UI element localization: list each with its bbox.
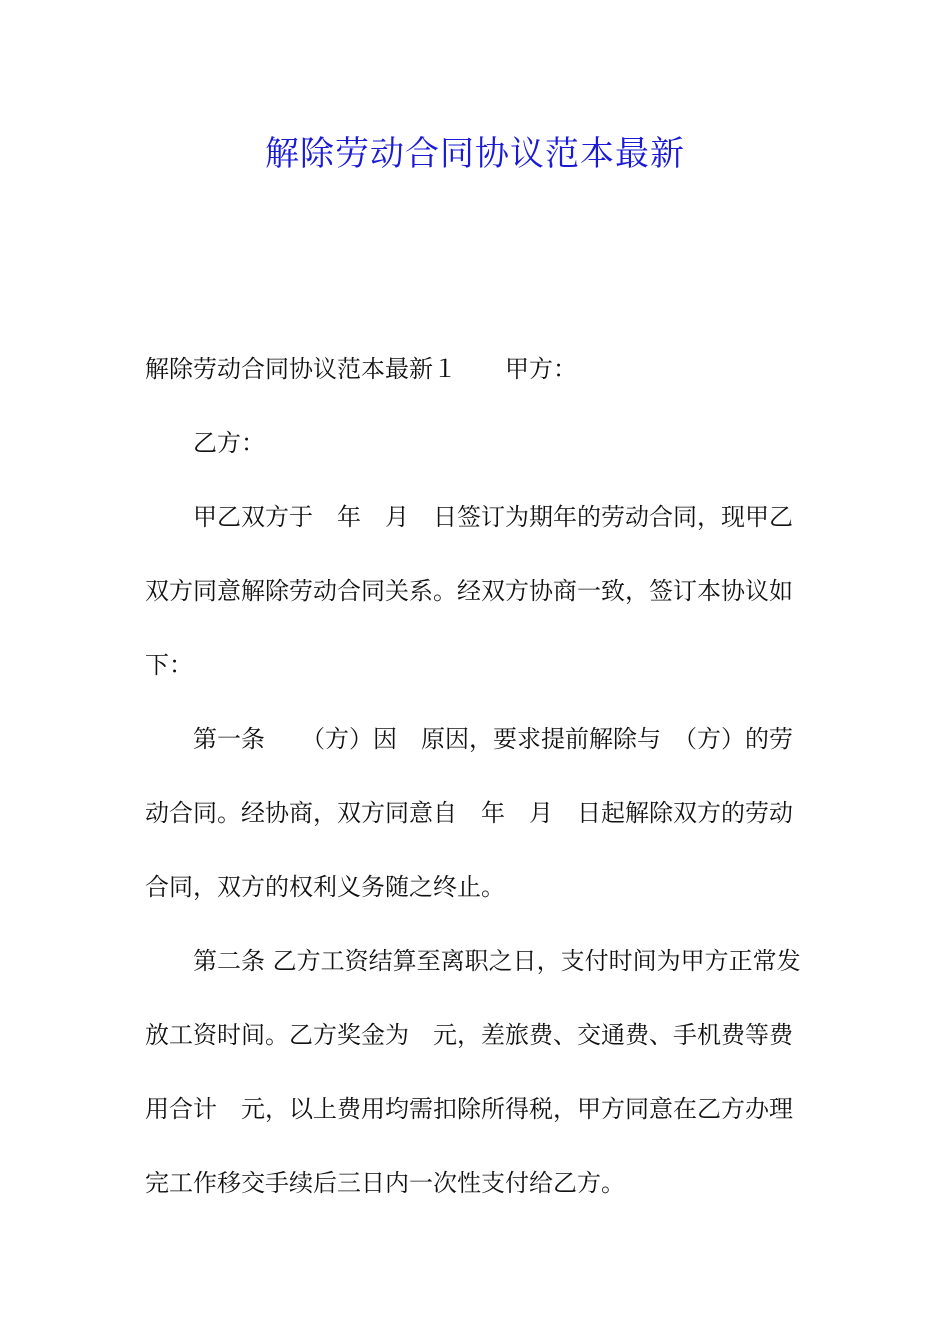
document-body — [145, 332, 807, 1220]
article-two-line: 用合计 元，以上费用均需扣除所得税，甲方同意在乙方办理 — [145, 1095, 793, 1123]
article-two-line: 完工作移交手续后三日内一次性支付给乙方。 — [145, 1169, 625, 1197]
article-one-line: 动合同。经协商，双方同意自 年 月 日起解除双方的劳动 — [145, 799, 793, 827]
article-two-line: 放工资时间。乙方奖金为 元，差旅费、交通费、手机费等费 — [145, 1021, 793, 1049]
paragraph-line-party-b: 乙方： — [193, 429, 265, 457]
paragraph-line-heading: 解除劳动合同协议范本最新１ 甲方： — [145, 355, 577, 383]
paragraph-line: 双方同意解除劳动合同关系。经双方协商一致，签订本协议如 — [145, 577, 793, 605]
article-one-line: 第一条 （方）因 原因，要求提前解除与 （方）的劳 — [193, 725, 793, 753]
paragraph-line: 下： — [145, 651, 193, 679]
document-title: 解除劳动合同协议范本最新 — [265, 134, 685, 174]
article-two-line: 第二条 乙方工资结算至离职之日，支付时间为甲方正常发 — [193, 947, 801, 975]
paragraph-line: 甲乙双方于 年 月 日签订为期年的劳动合同，现甲乙 — [193, 503, 793, 531]
article-one-line: 合同，双方的权利义务随之终止。 — [145, 873, 505, 901]
